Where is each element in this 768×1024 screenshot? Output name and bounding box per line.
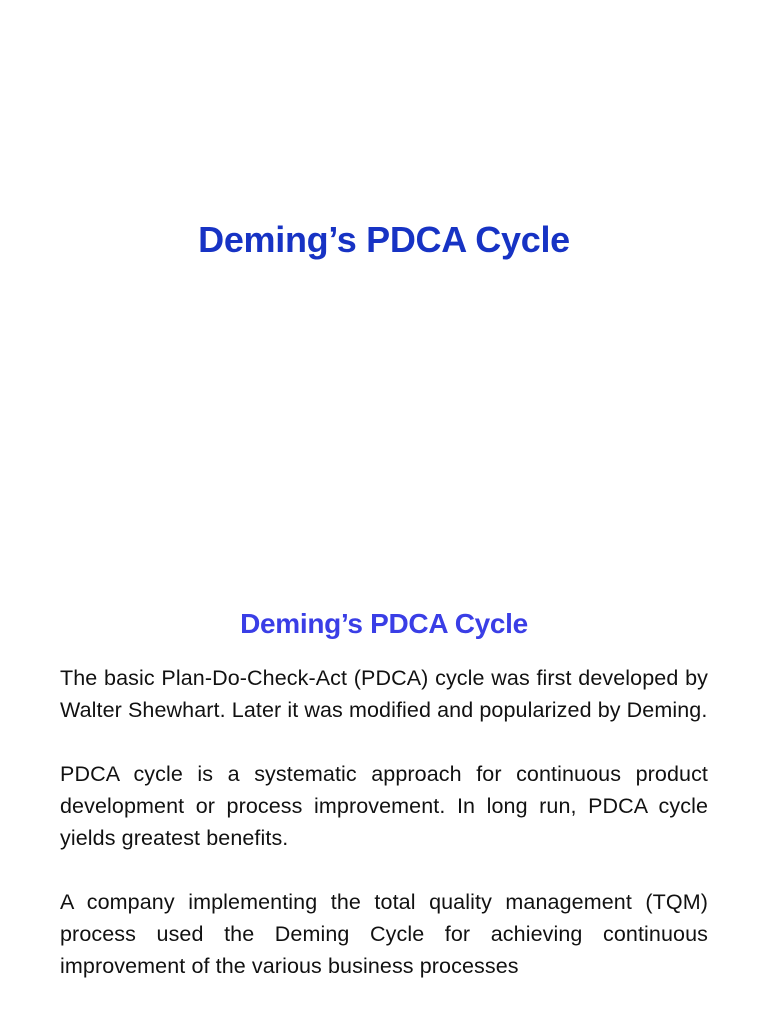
content-slide bbox=[0, 576, 768, 1024]
slide-body bbox=[60, 662, 708, 1014]
slide-heading: Deming’s PDCA Cycle bbox=[240, 608, 528, 639]
paragraph-tqm: A company implementing the total quality management (TQM) process used the Deming Cycle for achieving continuous improvement of the various business processes bbox=[60, 890, 708, 978]
paragraph-intro: The basic Plan-Do-Check-Act (PDCA) cycle was first developed by Walter Shewhart. Later it was modified and popularized by Deming. bbox=[60, 666, 708, 722]
paragraph-approach: PDCA cycle is a systematic approach for continuous product development or process improvement. In long run, PDCA cycle yields greatest benefits. bbox=[60, 762, 708, 850]
slide-title: Deming’s PDCA Cycle bbox=[198, 219, 570, 260]
